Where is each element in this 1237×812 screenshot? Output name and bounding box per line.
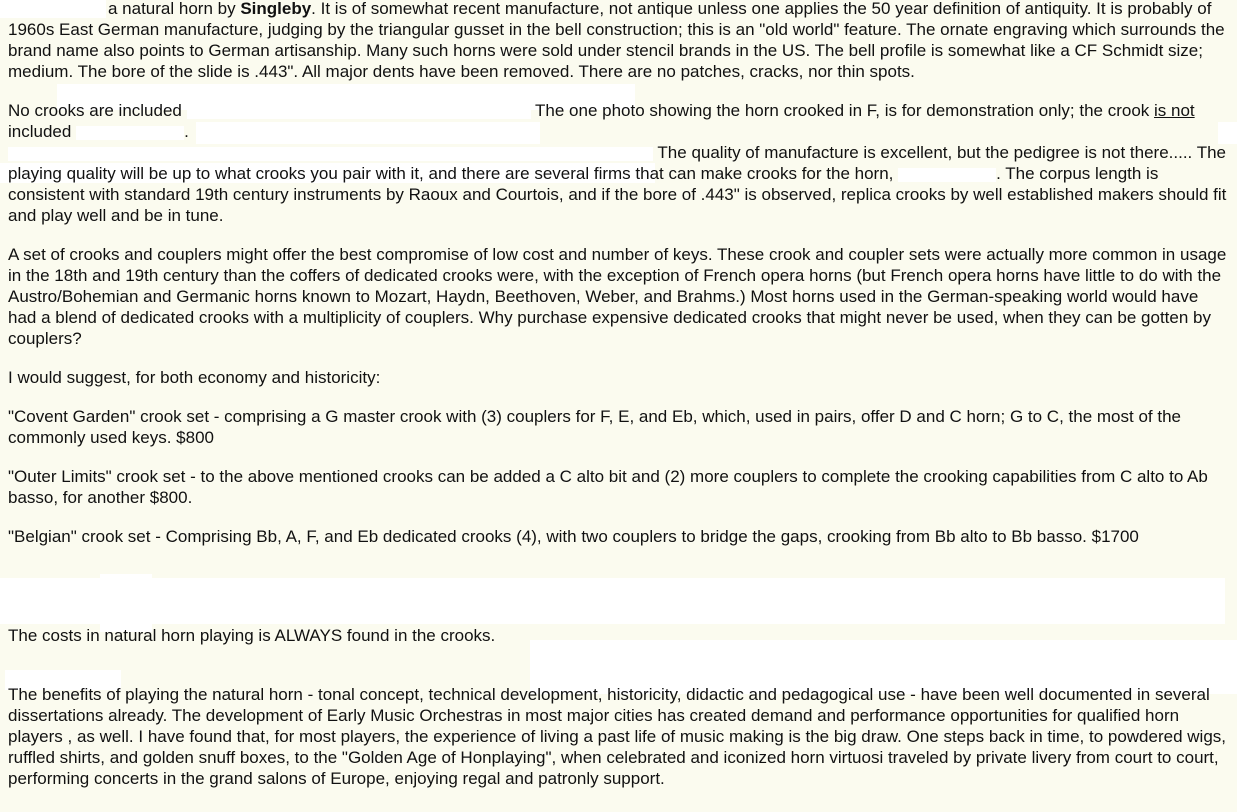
redacted-gap bbox=[187, 105, 531, 119]
intro-paragraph bbox=[8, 0, 1230, 82]
redacted-gap bbox=[898, 168, 996, 182]
compromise-paragraph: A set of crooks and couplers might offer the best compromise of low cost and number of keys. These crook and coupler sets were actually more common in usage in the 18th and 19th century than the coffers of dedicated crooks were, with the exception of French opera horns (but French opera horns have little to do with the Austro/Bohemian and Germanic horns known to Mozart, Haydn, Beethoven, Weber, and Brahms.) Most horns used in the German-speaking world would have had a blend of dedicated crooks with a multiplicity of couplers. Why purchase expensive dedicated crooks that might never be used, when they can be gotten by couplers? bbox=[8, 245, 1227, 348]
belgian-offer: "Belgian" crook set - Comprising Bb, A, F, and Eb dedicated crooks (4), with two couplers to bridge the gaps, crooking from Bb alto to Bb basso. $1700 bbox=[8, 527, 1139, 546]
spacer bbox=[8, 565, 1230, 625]
crooks-text: included bbox=[8, 122, 72, 141]
outer-limits-offer: "Outer Limits" crook set - to the above mentioned crooks can be added a C alto bit and (2) more couplers to complete the crooking capabilities from C alto to Ab basso, for another $800. bbox=[8, 467, 1208, 507]
costs-paragraph: The costs in natural horn playing is ALWAYS found in the crooks. bbox=[8, 626, 496, 645]
intro-text-continued: . It is of somewhat recent manufacture, not antique unless one applies the 50 year definition of antiquity. It is probably of 1960s East German manufacture, judging by the triangular gusset in the bell construction; this is an "old world" feature. The ornate engraving which surrounds the brand name also points to German artisanship. Many such horns were sold under stencil brands in the US. The bell profile is somewhat like a CF Schmidt size; medium. The bore of the slide is .443". All major dents have been removed. There are no patches, cracks, nor thin spots. bbox=[8, 0, 1225, 81]
article-body bbox=[8, 0, 1230, 807]
underlined-emphasis: is not bbox=[1154, 101, 1195, 120]
crooks-text: The one photo showing the horn crooked in F, is for demonstration only; the crook bbox=[535, 101, 1154, 120]
spacer bbox=[8, 664, 1230, 684]
crooks-text: . bbox=[184, 122, 189, 141]
crooks-text: The quality of manufacture is excellent, but the pedigree is not there..... The playing quality will be up to what crooks you pair with it, and there are several firms that can make crooks for the horn, bbox=[8, 143, 1226, 183]
redacted-gap bbox=[76, 126, 184, 140]
covent-garden-offer: "Covent Garden" crook set - comprising a G master crook with (3) couplers for F, E, and Eb, which, used in pairs, offer D and C horn; G to C, the most of the commonly used keys. $800 bbox=[8, 407, 1181, 447]
benefits-paragraph: The benefits of playing the natural horn - tonal concept, technical development, historicity, didactic and pedagogical use - have been well documented in several dissertations already. The development of Early Music Orchestras in most major cities has created demand and performance opportunities for qualified horn players , as well. I have found that, for most players, the experience of living a past life of music making is the big draw. One steps back in time, to powdered wigs, ruffled shirts, and golden snuff boxes, to the "Golden Age of Honplaying", when celebrated and iconized horn virtuosi traveled by private livery from court to court, performing concerts in the grand salons of Europe, enjoying regal and patronly support. bbox=[8, 685, 1226, 788]
suggestion-paragraph: I would suggest, for both economy and historicity: bbox=[8, 368, 381, 387]
crooks-text: . The corpus length is consistent with standard 19th century instruments by Raoux and Courtois, and if the bore of .443" is observed, replica crooks by well established makers should fit and play well and be in tune. bbox=[8, 164, 1227, 225]
crooks-text: No crooks are included bbox=[8, 101, 182, 120]
intro-text: a natural horn by bbox=[108, 0, 241, 18]
brand-name: Singleby bbox=[240, 0, 312, 18]
redacted-gap bbox=[8, 147, 653, 161]
crooks-paragraph bbox=[8, 100, 1230, 226]
